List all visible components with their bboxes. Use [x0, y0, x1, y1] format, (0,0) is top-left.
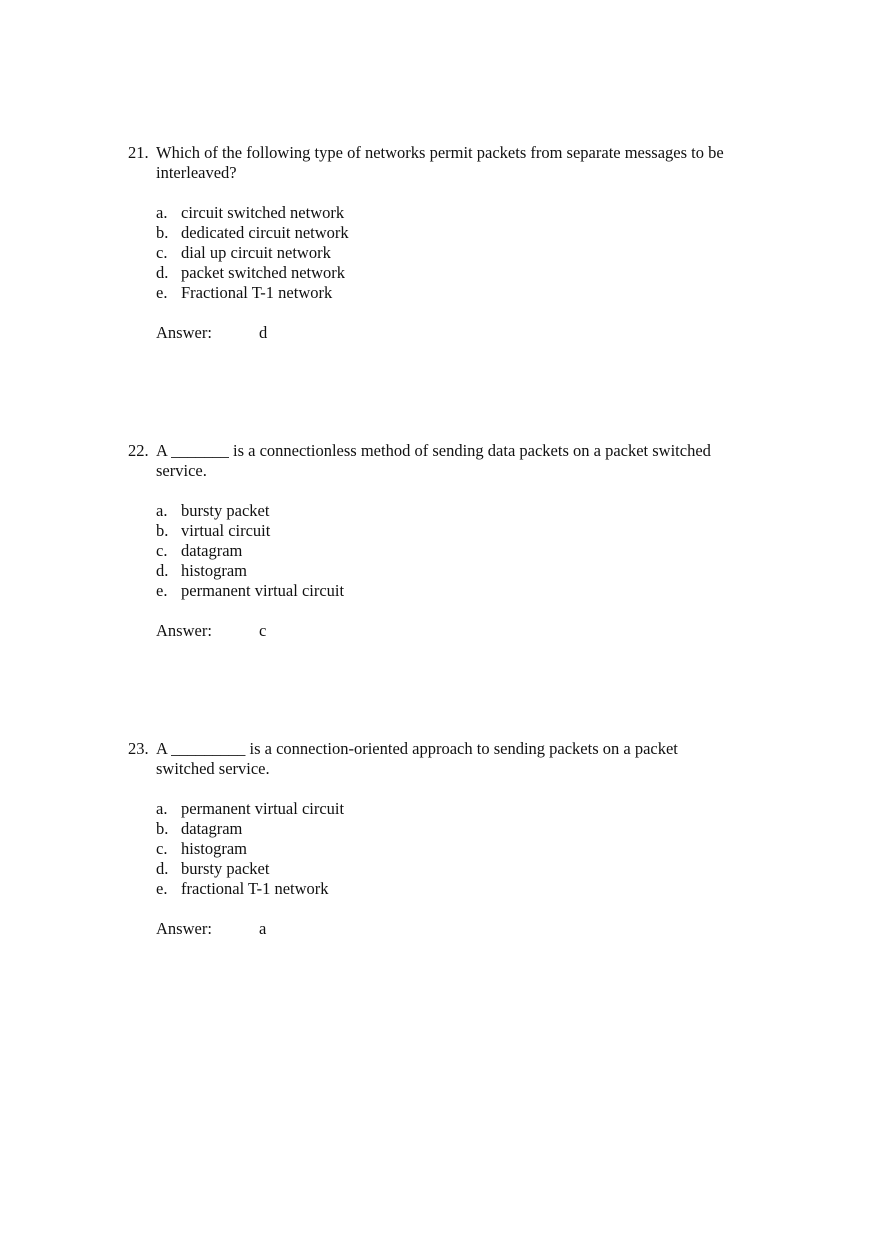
question-text: Which of the following type of networks permit packets from separate messages to be — [156, 143, 724, 162]
option-text: datagram — [181, 819, 243, 838]
question-text-continued: service. — [156, 461, 207, 480]
option-letter: b. — [156, 819, 169, 838]
option-letter: b. — [156, 223, 169, 242]
option-letter: b. — [156, 521, 169, 540]
option-letter: c. — [156, 243, 168, 262]
option-letter: c. — [156, 839, 168, 858]
option-text: histogram — [181, 561, 247, 580]
option-text: Fractional T-1 network — [181, 283, 333, 302]
question-23 — [0, 739, 880, 939]
option-letter: c. — [156, 541, 168, 560]
answer-value: d — [259, 323, 268, 342]
option-text: datagram — [181, 541, 243, 560]
question-21 — [0, 143, 880, 343]
question-number: 22. — [128, 441, 149, 460]
option-text: packet switched network — [181, 263, 346, 282]
option-letter: a. — [156, 501, 168, 520]
question-text-continued: switched service. — [156, 759, 270, 778]
answer-value: a — [259, 919, 267, 938]
question-number: 23. — [128, 739, 149, 758]
question-text: A _______ is a connectionless method of sending data packets on a packet switched — [156, 441, 711, 460]
question-text: A _________ is a connection-oriented approach to sending packets on a packet — [156, 739, 678, 758]
option-text: bursty packet — [181, 859, 270, 878]
option-text: permanent virtual circuit — [181, 799, 345, 818]
option-text: histogram — [181, 839, 247, 858]
option-text: permanent virtual circuit — [181, 581, 345, 600]
option-letter: e. — [156, 283, 168, 302]
answer-label: Answer: — [156, 621, 212, 640]
option-text: dial up circuit network — [181, 243, 331, 262]
answer-label: Answer: — [156, 323, 212, 342]
option-text: fractional T-1 network — [181, 879, 329, 898]
question-22 — [0, 441, 880, 641]
option-letter: d. — [156, 859, 169, 878]
answer-value: c — [259, 621, 267, 640]
option-letter: e. — [156, 581, 168, 600]
option-letter: a. — [156, 203, 168, 222]
option-letter: d. — [156, 561, 169, 580]
answer-label: Answer: — [156, 919, 212, 938]
option-letter: d. — [156, 263, 169, 282]
option-text: dedicated circuit network — [181, 223, 349, 242]
option-letter: a. — [156, 799, 168, 818]
question-number: 21. — [128, 143, 149, 162]
option-text: bursty packet — [181, 501, 270, 520]
question-text-continued: interleaved? — [156, 163, 237, 182]
option-letter: e. — [156, 879, 168, 898]
option-text: virtual circuit — [181, 521, 271, 540]
option-text: circuit switched network — [181, 203, 345, 222]
